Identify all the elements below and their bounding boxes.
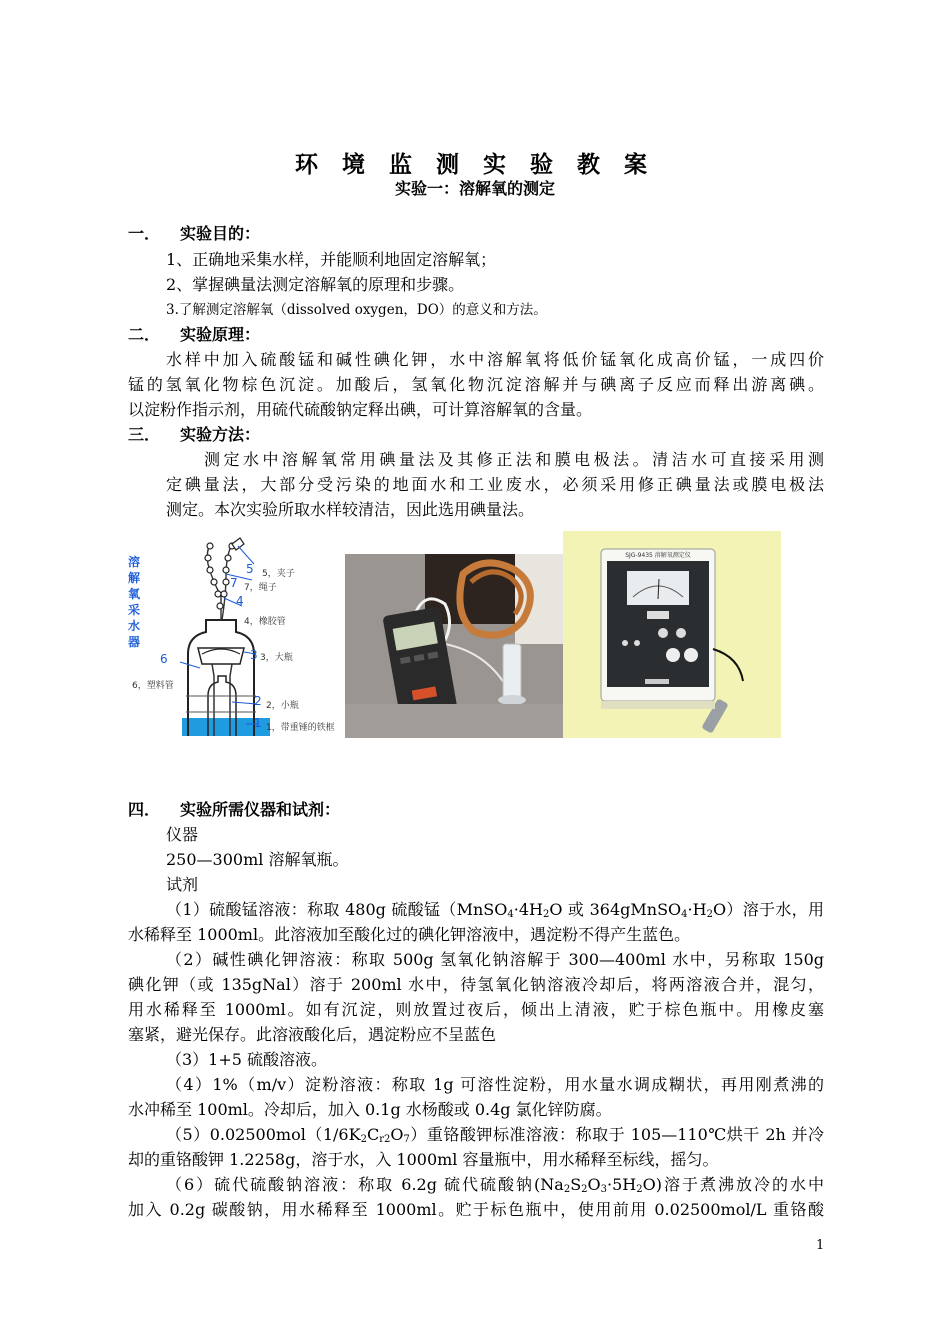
reagent-2-line-3: 用水稀释至 1000ml。如有沉淀，则放置过夜后，倾出上清液，贮于棕色瓶中。用橡皮塞 <box>128 1000 824 1019</box>
r5-sub: r2 <box>379 1134 391 1145</box>
diagram-num-2: 2 <box>254 694 262 708</box>
section-1-title: 实验目的： <box>180 224 261 243</box>
diagram-label-big-bottle: 3，大瓶 <box>260 653 293 663</box>
sampler-diagram-svg <box>126 536 344 738</box>
side-char: 溶 <box>128 555 141 569</box>
section-2-heading <box>128 323 260 347</box>
section-4-number: 四． <box>128 800 161 819</box>
diagram-num-4: 4 <box>236 594 244 608</box>
reagent-5-line-2: 却的重铬酸钾 1.2258g，溶于水，入 1000ml 容量瓶中，用水稀释至标线，摇匀。 <box>128 1150 719 1169</box>
r6-part: S <box>570 1175 582 1194</box>
section-3-heading <box>128 423 260 447</box>
meter-brand-label: SJG-9435 溶解氧测定仪 <box>625 552 691 559</box>
principle-line-2: 锰的氢氧化物棕色沉淀。加酸后，氢氧化物沉淀溶解并与碘离子反应而释出游离碘。 <box>128 375 824 394</box>
diagram-label-clip: 5，夹子 <box>262 569 295 579</box>
portable-meter-svg <box>345 554 563 738</box>
section-2-number: 二． <box>128 325 161 344</box>
section-1-heading <box>128 222 260 246</box>
r5-sub: 7 <box>403 1134 410 1145</box>
objective-item-2: 2、掌握碘量法测定溶解氧的原理和步骤。 <box>166 275 465 294</box>
r6-part: ·5H <box>607 1175 637 1194</box>
r1-part: O 或 364gMnSO <box>549 900 682 919</box>
diagram-num-5: 5 <box>246 562 254 576</box>
method-line-2: 定碘量法，大部分受污染的地面水和工业废水，必须采用修正碘量法或膜电极法 <box>166 475 824 494</box>
r1-part: O）溶于水，用 <box>712 900 824 919</box>
page-number: 1 <box>816 1238 825 1253</box>
sampler-side-label <box>128 554 142 650</box>
section-4-title: 实验所需仪器和试剂： <box>180 800 341 819</box>
reagent-2-line-2: 碘化钾（或 135gNal）溶于 200ml 水中，待氢氧化钠溶液冷却后，将两溶液合并，混匀， <box>128 975 824 994</box>
section-3-number: 三． <box>128 425 161 444</box>
reagent-6-line-1 <box>166 1173 824 1197</box>
document-subtitle: 实验一：溶解氧的测定 <box>394 179 555 198</box>
r6-sub: 3 <box>600 1184 608 1195</box>
do-sampler-diagram <box>126 536 344 738</box>
side-char: 水 <box>128 619 141 633</box>
diagram-num-7: 7 <box>230 576 238 590</box>
reagent-6-line-2: 加入 0.2g 碳酸钠，用水稀释至 1000ml。贮于标色瓶中，使用前用 0.02500mol/L 重铬酸 <box>128 1200 824 1219</box>
r6-part: O)溶于煮沸放冷的水中 <box>642 1175 824 1194</box>
r1-sub: 4 <box>507 909 514 920</box>
r5-part: （5）0.02500mol（1/6K <box>166 1125 361 1144</box>
r1-sub: 4 <box>681 909 688 920</box>
r1-sub: 2 <box>706 909 713 920</box>
side-char: 采 <box>128 603 141 617</box>
diagram-num-1: 1 <box>254 716 262 730</box>
diagram-num-6: 6 <box>160 652 168 666</box>
r5-part: ）重铬酸钾标准溶液：称取于 105—110℃烘干 2h 并冷 <box>409 1125 824 1144</box>
section-1-number: 一． <box>128 224 161 243</box>
reagent-4-line-2: 水冲稀至 100ml。冷却后，加入 0.1g 水杨酸或 0.4g 氯化锌防腐。 <box>128 1100 612 1119</box>
reagent-2-line-4: 塞紧，避光保存。此溶液酸化后，遇淀粉应不呈蓝色 <box>128 1025 497 1044</box>
instrument-item: 250—300ml 溶解氧瓶。 <box>166 850 349 869</box>
r5-part: O <box>390 1125 404 1144</box>
side-char: 器 <box>128 635 141 649</box>
principle-line-3: 以淀粉作指示剂，用硫代硫酸钠定释出碘，可计算溶解氧的含量。 <box>128 400 593 419</box>
r1-part: ·H <box>687 900 707 919</box>
r5-part: C <box>366 1125 380 1144</box>
r6-part: （6）硫代硫酸钠溶液：称取 6.2g 硫代硫酸钠(Na <box>166 1175 564 1194</box>
reagent-4-line-1: （4）1%（m/v）淀粉溶液：称取 1g 可溶性淀粉，用水量水调成糊状，再用刚煮沸的 <box>166 1075 824 1094</box>
principle-line-1: 水样中加入硫酸锰和碱性碘化钾，水中溶解氧将低价锰氧化成高价锰，一成四价 <box>166 350 824 369</box>
diagram-label-plastic-tube: 6，塑料管 <box>132 681 174 691</box>
reagents-label: 试剂 <box>166 875 199 894</box>
bench-do-meter-photo <box>563 531 781 738</box>
r6-sub: 2 <box>636 1184 643 1195</box>
r6-sub: 2 <box>581 1184 588 1195</box>
r6-sub: 2 <box>563 1184 571 1195</box>
diagram-label-weighted-frame: 1，带重锤的铁框 <box>266 723 335 733</box>
objective-item-1: 1、正确地采集水样，并能顺利地固定溶解氧； <box>166 250 497 269</box>
instruments-label: 仪器 <box>166 825 199 844</box>
section-4-heading <box>128 798 340 822</box>
r5-sub: 2 <box>360 1134 367 1145</box>
document-title: 环 境 监 测 实 验 教 案 <box>294 152 656 178</box>
r1-part: ·4H <box>513 900 543 919</box>
diagram-num-3: 3 <box>250 648 258 662</box>
section-2-title: 实验原理： <box>180 325 261 344</box>
side-char: 解 <box>128 571 141 585</box>
r6-part: O <box>587 1175 601 1194</box>
reagent-5-line-1 <box>166 1123 824 1147</box>
reagent-3: （3）1+5 硫酸溶液。 <box>166 1050 328 1069</box>
bench-meter-svg <box>563 531 781 738</box>
objective-item-3: 3.了解测定溶解氧（dissolved oxygen，DO）的意义和方法。 <box>166 302 547 318</box>
reagent-2-line-1: （2）碱性碘化钾溶液：称取 500g 氢氧化钠溶解于 300—400ml 水中，另称取 150g <box>166 950 824 969</box>
r1-sub: 2 <box>542 909 550 920</box>
reagent-1-line-2: 水稀释至 1000ml。此溶液加至酸化过的碘化钾溶液中，遇淀粉不得产生蓝色。 <box>128 925 691 944</box>
reagent-1-line-1 <box>166 898 824 922</box>
method-line-3: 测定。本次实验所取水样较清洁，因此选用碘量法。 <box>166 500 535 519</box>
diagram-label-rubber-tube: 4，橡胶管 <box>244 617 286 627</box>
side-char: 氧 <box>128 587 141 601</box>
r1-part: （1）硫酸锰溶液：称取 480g 硫酸锰（MnSO <box>166 900 508 919</box>
diagram-label-small-bottle: 2，小瓶 <box>266 701 299 711</box>
diagram-label-rope: 7，绳子 <box>244 583 277 593</box>
portable-do-meter-photo <box>345 554 563 738</box>
method-line-1: 测定水中溶解氧常用碘量法及其修正法和膜电极法。清洁水可直接采用测 <box>204 450 824 469</box>
section-3-title: 实验方法： <box>180 425 261 444</box>
